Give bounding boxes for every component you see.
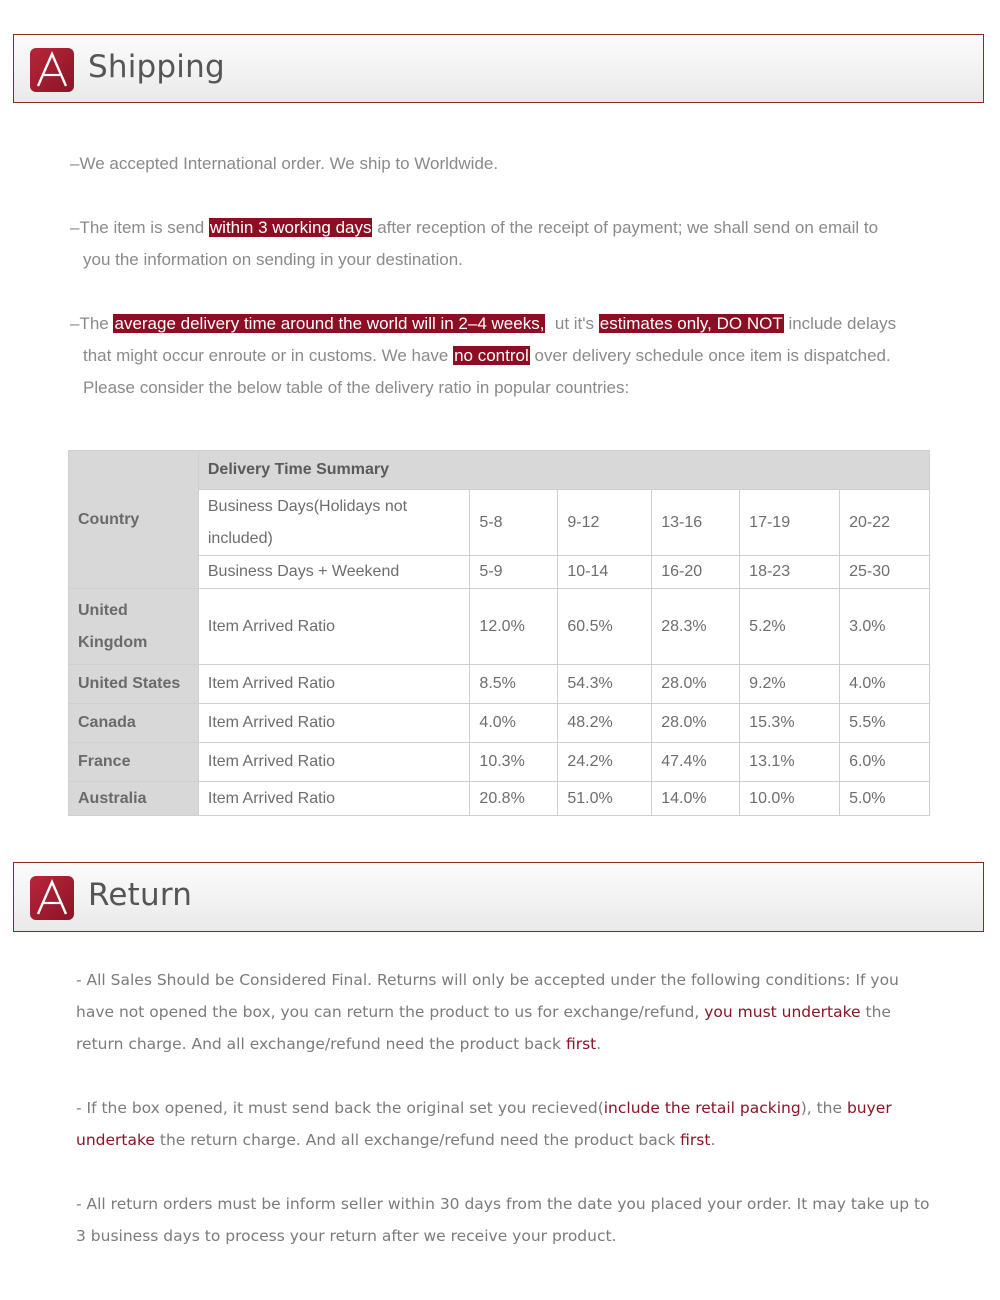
shipping-title: Shipping [88,49,225,85]
highlight-working-days: within 3 working days [209,218,372,237]
highlight-average-delivery: average delivery time around the world will in 2–4 weeks, [114,314,545,333]
business-days-cell: 5-8 [470,490,558,556]
country-cell: Canada [69,704,199,743]
p3-mid1: ut it's [545,314,599,333]
ret-p2-c: ), the [800,1099,847,1117]
shipping-p1-text: –We accepted International order. We ship to Worldwide. [70,154,499,173]
ret-p1-a: - All Sales Should be Considered Final. Returns will only be accepted under the following conditions: If you have not opened the box, you can return the product to us for exchange/refund, [76,971,899,1021]
table-row [69,589,930,665]
weekend-days-cell: 18-23 [740,556,840,589]
highlight-estimates: estimates only, DO NOT [599,314,783,333]
ret-p1-c: the return charge. And all exchange/refund need the product back [76,1003,891,1053]
ratio-cell: 60.5% [558,589,652,665]
ratio-cell: 10.0% [740,782,840,816]
ret-p2-buyer-undertake: buyer undertake [76,1099,892,1149]
ratio-cell: 6.0% [840,743,930,782]
ratio-cell: 28.3% [652,589,740,665]
ratio-cell: 14.0% [652,782,740,816]
shipping-header [13,34,984,103]
ret-p2-retail-packing: include the retail packing [603,1099,801,1117]
highlight-no-control: no control [454,346,529,365]
ret-p2-e: the return charge. And all exchange/refund need the product back [154,1131,681,1149]
table-row [69,665,930,704]
weekend-days-cell: 25-30 [840,556,930,589]
shipping-paragraph-1 [70,148,940,180]
ratio-cell: 8.5% [470,665,558,704]
ratio-cell: 5.5% [840,704,930,743]
p2-post2: you the information on sending in your destination. [83,250,463,269]
ret-p2-first: first [680,1131,711,1149]
p3-line2b: over delivery schedule once item is dispatched. [529,346,891,365]
weekend-days-cell: 5-9 [470,556,558,589]
ratio-cell: 4.0% [840,665,930,704]
ratio-cell: 15.3% [740,704,840,743]
ret-p1-e: . [596,1035,602,1053]
return-paragraph-3 [76,1188,936,1252]
table-row [69,743,930,782]
country-header: Country [69,451,199,589]
ratio-label: Item Arrived Ratio [198,665,470,704]
weekend-days-row [69,556,930,589]
summary-header: Delivery Time Summary [198,451,929,490]
shipping-paragraph-2 [70,212,940,276]
a-logo-icon [30,48,74,92]
return-paragraph-2 [76,1092,936,1156]
p2-pre: –The item is send [70,218,209,237]
ratio-cell: 9.2% [740,665,840,704]
ratio-label: Item Arrived Ratio [198,782,470,816]
ret-p3-text: - All return orders must be inform seller within 30 days from the date you placed your order. It may take up to 3 business days to process your return after we receive your product. [76,1195,930,1245]
return-title: Return [88,877,193,913]
business-days-cell: 17-19 [740,490,840,556]
ratio-cell: 4.0% [470,704,558,743]
ratio-label: Item Arrived Ratio [198,743,470,782]
ret-p2-a: - If the box opened, it must send back the original set you recieved( [76,1099,604,1117]
business-days-label: Business Days(Holidays not included) [198,490,470,556]
business-days-cell: 13-16 [652,490,740,556]
ret-p2-g: . [710,1131,716,1149]
ratio-label: Item Arrived Ratio [198,704,470,743]
ratio-cell: 13.1% [740,743,840,782]
business-days-row [69,490,930,556]
weekend-days-cell: 10-14 [558,556,652,589]
business-days-cell: 20-22 [840,490,930,556]
a-logo-icon [30,876,74,920]
ret-p1-first: first [565,1035,597,1053]
ratio-cell: 48.2% [558,704,652,743]
p3-line2a: that might occur enroute or in customs. We have [83,346,454,365]
return-paragraph-1 [76,964,936,1060]
ratio-cell: 47.4% [652,743,740,782]
ret-p1-emphasis: you must undertake [704,1003,861,1021]
ratio-cell: 24.2% [558,743,652,782]
delivery-time-table [68,450,930,816]
p2-post1: after reception of the receipt of payment; we shall send on email to [372,218,879,237]
p3-line3: Please consider the below table of the delivery ratio in popular countries: [83,378,630,397]
ratio-cell: 12.0% [470,589,558,665]
return-header [13,862,984,932]
ratio-cell: 10.3% [470,743,558,782]
ratio-cell: 5.0% [840,782,930,816]
table-row [69,704,930,743]
weekend-days-cell: 16-20 [652,556,740,589]
p3-pre: –The [70,314,114,333]
ratio-cell: 28.0% [652,704,740,743]
country-cell: United States [69,665,199,704]
country-cell: France [69,743,199,782]
shipping-paragraph-3 [70,308,940,404]
business-days-cell: 9-12 [558,490,652,556]
ratio-cell: 20.8% [470,782,558,816]
ratio-cell: 54.3% [558,665,652,704]
weekend-label: Business Days + Weekend [198,556,470,589]
ratio-label: Item Arrived Ratio [198,589,470,665]
p3-mid2: include delays [783,314,897,333]
ratio-cell: 3.0% [840,589,930,665]
ratio-cell: 28.0% [652,665,740,704]
table-row [69,782,930,816]
country-cell: United Kingdom [69,589,199,665]
table-header-row [69,451,930,490]
ratio-cell: 5.2% [740,589,840,665]
country-cell: Australia [69,782,199,816]
ratio-cell: 51.0% [558,782,652,816]
